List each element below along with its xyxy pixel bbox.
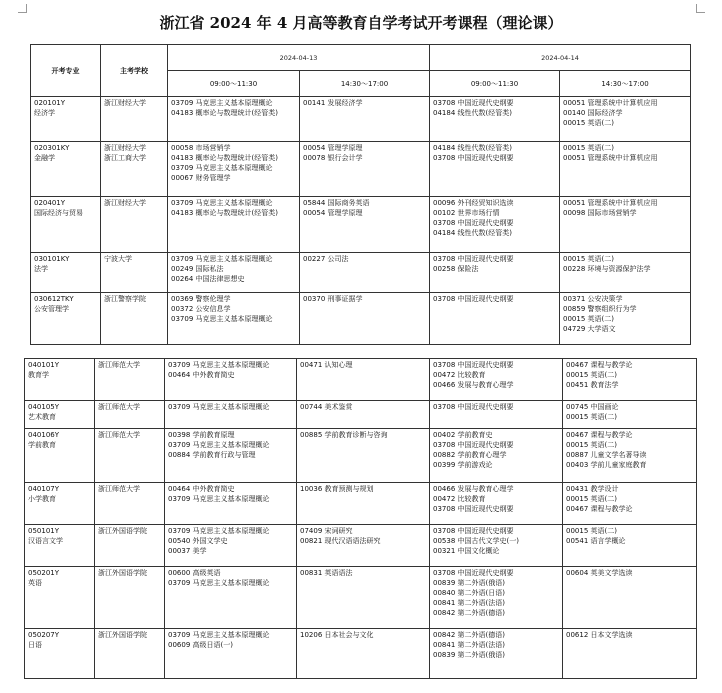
major-code: 040107Y	[28, 485, 59, 493]
table-row	[25, 483, 697, 525]
course-entry: 00228 环境与资源保护法学	[563, 265, 651, 273]
course-entry: 03709 马克思主义基本原理概论	[168, 631, 270, 639]
course-entry: 00540 外国文学史	[168, 537, 228, 545]
course-entry: 00054 管理学原理	[303, 209, 363, 217]
course-entry: 03708 中国近现代史纲要	[433, 255, 514, 263]
course-cell-s4	[560, 253, 691, 293]
course-cell-s3	[430, 359, 563, 401]
course-cell-s4	[563, 525, 697, 567]
major-name: 学前教育	[28, 441, 56, 449]
school-cell	[95, 483, 165, 525]
course-entry: 00264 中国法律思想史	[171, 275, 245, 283]
course-entry: 04729 大学语文	[563, 325, 616, 333]
course-entry: 10206 日本社会与文化	[300, 631, 374, 639]
major-cell	[25, 483, 95, 525]
course-cell-s3	[430, 253, 560, 293]
table-row	[25, 567, 697, 629]
course-entry: 00464 中外教育简史	[168, 485, 235, 493]
major-code: 040105Y	[28, 403, 59, 411]
course-entry: 00839 第二外语(俄语)	[433, 651, 505, 659]
course-entry: 00258 保险法	[433, 265, 479, 273]
course-cell-s3	[430, 293, 560, 345]
course-cell-s4	[560, 97, 691, 142]
course-cell-s1	[168, 253, 300, 293]
course-entry: 00369 警察伦理学	[171, 295, 231, 303]
course-cell-s1	[165, 567, 297, 629]
course-entry: 00840 第二外语(日语)	[433, 589, 505, 597]
course-entry: 00015 英语(二)	[563, 144, 614, 152]
course-cell-s3	[430, 567, 563, 629]
course-cell-s1	[165, 429, 297, 483]
school-cell	[95, 629, 165, 679]
course-entry: 03708 中国近现代史纲要	[433, 295, 514, 303]
table-row	[31, 197, 691, 253]
course-entry: 00821 现代汉语语法研究	[300, 537, 381, 545]
schedule-table-1	[30, 44, 691, 345]
course-entry: 00538 中国古代文学史(一)	[433, 537, 519, 545]
course-cell-s2	[297, 483, 430, 525]
table-row	[25, 359, 697, 401]
course-entry: 03709 马克思主义基本原理概论	[171, 99, 273, 107]
course-cell-s4	[563, 629, 697, 679]
school-cell	[95, 401, 165, 429]
major-cell	[31, 253, 101, 293]
major-code: 050201Y	[28, 569, 59, 577]
major-name: 法学	[34, 265, 48, 273]
school-name: 浙江财经大学	[104, 199, 146, 207]
course-entry: 00841 第二外语(法语)	[433, 599, 505, 607]
school-name: 浙江师范大学	[98, 431, 140, 439]
course-entry: 03709 马克思主义基本原理概论	[168, 403, 270, 411]
course-entry: 00472 比较教育	[433, 495, 486, 503]
table-row	[31, 97, 691, 142]
school-cell	[101, 97, 168, 142]
course-entry: 00051 管理系统中计算机应用	[563, 99, 658, 107]
major-code: 030101KY	[34, 255, 70, 263]
course-entry: 03708 中国近现代史纲要	[433, 403, 514, 411]
course-entry: 03708 中国近现代史纲要	[433, 441, 514, 449]
course-entry: 00015 英语(二)	[566, 441, 617, 449]
major-name: 国际经济与贸易	[34, 209, 83, 217]
course-cell-s2	[297, 429, 430, 483]
header-slot-pm-2: 14:30～17:00	[560, 71, 691, 97]
school-name: 浙江警察学院	[104, 295, 146, 303]
course-entry: 00842 第二外语(德语)	[433, 609, 505, 617]
course-entry: 00885 学前教育诊断与咨询	[300, 431, 388, 439]
course-entry: 00102 世界市场行情	[433, 209, 500, 217]
course-entry: 00096 外刊经贸知识选读	[433, 199, 514, 207]
school-cell	[95, 429, 165, 483]
header-major: 开考专业	[31, 45, 101, 97]
header-date-2: 2024-04-14	[430, 45, 691, 71]
course-cell-s2	[300, 142, 430, 197]
course-entry: 00831 英语语法	[300, 569, 353, 577]
course-cell-s2	[300, 97, 430, 142]
table-row	[25, 429, 697, 483]
course-entry: 00451 教育法学	[566, 381, 619, 389]
school-name: 浙江师范大学	[98, 403, 140, 411]
course-entry: 03708 中国近现代史纲要	[433, 99, 514, 107]
header-slot-am-2: 09:00～11:30	[430, 71, 560, 97]
major-cell	[25, 567, 95, 629]
school-name: 浙江师范大学	[98, 361, 140, 369]
course-entry: 00015 英语(二)	[563, 315, 614, 323]
school-cell	[101, 142, 168, 197]
course-entry: 00842 第二外语(德语)	[433, 631, 505, 639]
course-entry: 04184 线性代数(经管类)	[433, 109, 512, 117]
table-row	[31, 293, 691, 345]
course-entry: 00859 警察组织行为学	[563, 305, 637, 313]
school-cell	[95, 359, 165, 401]
course-cell-s1	[165, 401, 297, 429]
school-cell	[95, 525, 165, 567]
course-cell-s4	[563, 567, 697, 629]
course-entry: 00882 学前教育心理学	[433, 451, 507, 459]
course-cell-s2	[297, 525, 430, 567]
course-entry: 03708 中国近现代史纲要	[433, 527, 514, 535]
course-cell-s4	[563, 483, 697, 525]
course-cell-s4	[563, 429, 697, 483]
course-entry: 00467 课程与教学论	[566, 431, 633, 439]
major-cell	[25, 629, 95, 679]
course-entry: 00141 发展经济学	[303, 99, 363, 107]
course-cell-s2	[300, 253, 430, 293]
major-code: 050207Y	[28, 631, 59, 639]
course-entry: 00015 英语(二)	[566, 371, 617, 379]
course-entry: 03709 马克思主义基本原理概论	[171, 255, 273, 263]
major-code: 020301KY	[34, 144, 70, 152]
course-entry: 00054 管理学原理	[303, 144, 363, 152]
school-name: 浙江工商大学	[104, 154, 146, 162]
course-cell-s4	[560, 142, 691, 197]
course-cell-s3	[430, 483, 563, 525]
course-entry: 00403 学前儿童家庭教育	[566, 461, 647, 469]
course-entry: 00399 学前游戏论	[433, 461, 493, 469]
course-entry: 00037 美学	[168, 547, 207, 555]
major-name: 公安管理学	[34, 305, 69, 313]
course-entry: 00464 中外教育简史	[168, 371, 235, 379]
course-entry: 00887 儿童文学名著导读	[566, 451, 647, 459]
course-entry: 00371 公安决策学	[563, 295, 623, 303]
school-name: 浙江外国语学院	[98, 527, 147, 535]
course-cell-s1	[165, 359, 297, 401]
course-entry: 10036 教育预测与规划	[300, 485, 374, 493]
course-entry: 00015 英语(二)	[566, 495, 617, 503]
major-name: 汉语言文学	[28, 537, 63, 545]
major-cell	[31, 142, 101, 197]
table-row	[25, 525, 697, 567]
course-entry: 03709 马克思主义基本原理概论	[168, 579, 270, 587]
course-entry: 00015 英语(二)	[566, 527, 617, 535]
major-cell	[31, 293, 101, 345]
course-entry: 00015 英语(二)	[566, 413, 617, 421]
course-entry: 03709 马克思主义基本原理概论	[171, 199, 273, 207]
course-entry: 00744 美术鉴赏	[300, 403, 353, 411]
course-entry: 00067 财务管理学	[171, 174, 231, 182]
course-entry: 00466 发展与教育心理学	[433, 485, 514, 493]
course-cell-s4	[560, 293, 691, 345]
course-cell-s2	[297, 401, 430, 429]
course-entry: 03708 中国近现代史纲要	[433, 361, 514, 369]
school-name: 浙江师范大学	[98, 485, 140, 493]
major-cell	[25, 429, 95, 483]
course-entry: 00466 发展与教育心理学	[433, 381, 514, 389]
course-entry: 00402 学前教育史	[433, 431, 493, 439]
header-date-1: 2024-04-13	[168, 45, 430, 71]
school-name: 宁波大学	[104, 255, 132, 263]
major-code: 040101Y	[28, 361, 59, 369]
course-cell-s1	[168, 142, 300, 197]
course-entry: 00612 日本文学选读	[566, 631, 633, 639]
course-cell-s2	[297, 359, 430, 401]
course-cell-s1	[165, 483, 297, 525]
course-entry: 00398 学前教育原理	[168, 431, 235, 439]
course-entry: 00249 国际私法	[171, 265, 224, 273]
school-name: 浙江外国语学院	[98, 569, 147, 577]
course-cell-s2	[297, 567, 430, 629]
course-cell-s1	[168, 293, 300, 345]
major-cell	[31, 197, 101, 253]
course-entry: 00604 英美文学选读	[566, 569, 633, 577]
table-row	[25, 401, 697, 429]
course-entry: 03708 中国近现代史纲要	[433, 505, 514, 513]
course-entry: 00015 英语(二)	[563, 255, 614, 263]
course-entry: 00839 第二外语(俄语)	[433, 579, 505, 587]
major-name: 英语	[28, 579, 42, 587]
course-entry: 00841 第二外语(法语)	[433, 641, 505, 649]
major-code: 030612TKY	[34, 295, 74, 303]
course-entry: 00321 中国文化概论	[433, 547, 500, 555]
course-cell-s3	[430, 629, 563, 679]
major-name: 教育学	[28, 371, 49, 379]
course-entry: 03709 马克思主义基本原理概论	[168, 495, 270, 503]
major-code: 020401Y	[34, 199, 65, 207]
course-entry: 03709 马克思主义基本原理概论	[168, 441, 270, 449]
major-name: 日语	[28, 641, 42, 649]
course-cell-s3	[430, 429, 563, 483]
table-row	[31, 142, 691, 197]
course-cell-s2	[300, 197, 430, 253]
course-entry: 00051 管理系统中计算机应用	[563, 154, 658, 162]
course-entry: 05844 国际商务英语	[303, 199, 370, 207]
course-cell-s4	[563, 359, 697, 401]
course-entry: 00471 认知心理	[300, 361, 353, 369]
major-name: 金融学	[34, 154, 55, 162]
course-entry: 03709 马克思主义基本原理概论	[168, 527, 270, 535]
course-entry: 03708 中国近现代史纲要	[433, 219, 514, 227]
header-school: 主考学校	[101, 45, 168, 97]
course-entry: 00015 英语(二)	[563, 119, 614, 127]
school-cell	[95, 567, 165, 629]
course-entry: 00051 管理系统中计算机应用	[563, 199, 658, 207]
school-cell	[101, 253, 168, 293]
major-cell	[31, 97, 101, 142]
course-entry: 00541 语言学概论	[566, 537, 626, 545]
school-name: 浙江财经大学	[104, 99, 146, 107]
course-entry: 00058 市场营销学	[171, 144, 231, 152]
table-row	[31, 253, 691, 293]
course-cell-s3	[430, 97, 560, 142]
course-entry: 04183 概率论与数理统计(经管类)	[171, 154, 278, 162]
course-cell-s4	[560, 197, 691, 253]
course-cell-s3	[430, 525, 563, 567]
school-cell	[101, 197, 168, 253]
course-entry: 00431 教学设计	[566, 485, 619, 493]
course-cell-s3	[430, 197, 560, 253]
course-entry: 00372 公安信息学	[171, 305, 231, 313]
major-name: 小学教育	[28, 495, 56, 503]
schedule-table-2	[24, 358, 697, 679]
table-row	[25, 629, 697, 679]
course-cell-s1	[168, 97, 300, 142]
course-entry: 00370 刑事证据学	[303, 295, 363, 303]
course-entry: 00472 比较教育	[433, 371, 486, 379]
course-entry: 03709 马克思主义基本原理概论	[168, 361, 270, 369]
major-cell	[25, 525, 95, 567]
course-entry: 00609 高级日语(一)	[168, 641, 233, 649]
course-entry: 04183 概率论与数理统计(经管类)	[171, 109, 278, 117]
major-cell	[25, 359, 95, 401]
course-cell-s2	[297, 629, 430, 679]
course-entry: 03708 中国近现代史纲要	[433, 569, 514, 577]
schedule-table-2-body	[25, 359, 697, 679]
major-code: 050101Y	[28, 527, 59, 535]
school-name: 浙江财经大学	[104, 144, 146, 152]
course-cell-s1	[165, 525, 297, 567]
course-entry: 00745 中国画论	[566, 403, 619, 411]
major-cell	[25, 401, 95, 429]
schedule-table-1-body	[31, 97, 691, 345]
school-name: 浙江外国语学院	[98, 631, 147, 639]
course-entry: 04184 线性代数(经管类)	[433, 144, 512, 152]
course-entry: 00600 高级英语	[168, 569, 221, 577]
major-code: 020101Y	[34, 99, 65, 107]
page-title: 浙江省 2024 年 4 月高等教育自学考试开考课程（理论课）	[159, 14, 563, 32]
course-entry: 00467 课程与教学论	[566, 361, 633, 369]
course-entry: 00140 国际经济学	[563, 109, 623, 117]
header-slot-am-1: 09:00～11:30	[168, 71, 300, 97]
course-cell-s1	[165, 629, 297, 679]
course-cell-s2	[300, 293, 430, 345]
school-cell	[101, 293, 168, 345]
course-entry: 03709 马克思主义基本原理概论	[171, 164, 273, 172]
course-entry: 07409 宋词研究	[300, 527, 353, 535]
header-slot-pm-1: 14:30～17:00	[300, 71, 430, 97]
course-entry: 00884 学前教育行政与管理	[168, 451, 256, 459]
course-entry: 04183 概率论与数理统计(经管类)	[171, 209, 278, 217]
course-cell-s4	[563, 401, 697, 429]
course-entry: 04184 线性代数(经管类)	[433, 229, 512, 237]
course-entry: 00098 国际市场营销学	[563, 209, 637, 217]
major-name: 艺术教育	[28, 413, 56, 421]
course-entry: 00467 课程与教学论	[566, 505, 633, 513]
course-entry: 03709 马克思主义基本原理概论	[171, 315, 273, 323]
course-cell-s1	[168, 197, 300, 253]
course-entry: 00078 银行会计学	[303, 154, 363, 162]
course-entry: 03708 中国近现代史纲要	[433, 154, 514, 162]
major-name: 经济学	[34, 109, 55, 117]
course-cell-s3	[430, 142, 560, 197]
course-cell-s3	[430, 401, 563, 429]
major-code: 040106Y	[28, 431, 59, 439]
course-entry: 00227 公司法	[303, 255, 349, 263]
